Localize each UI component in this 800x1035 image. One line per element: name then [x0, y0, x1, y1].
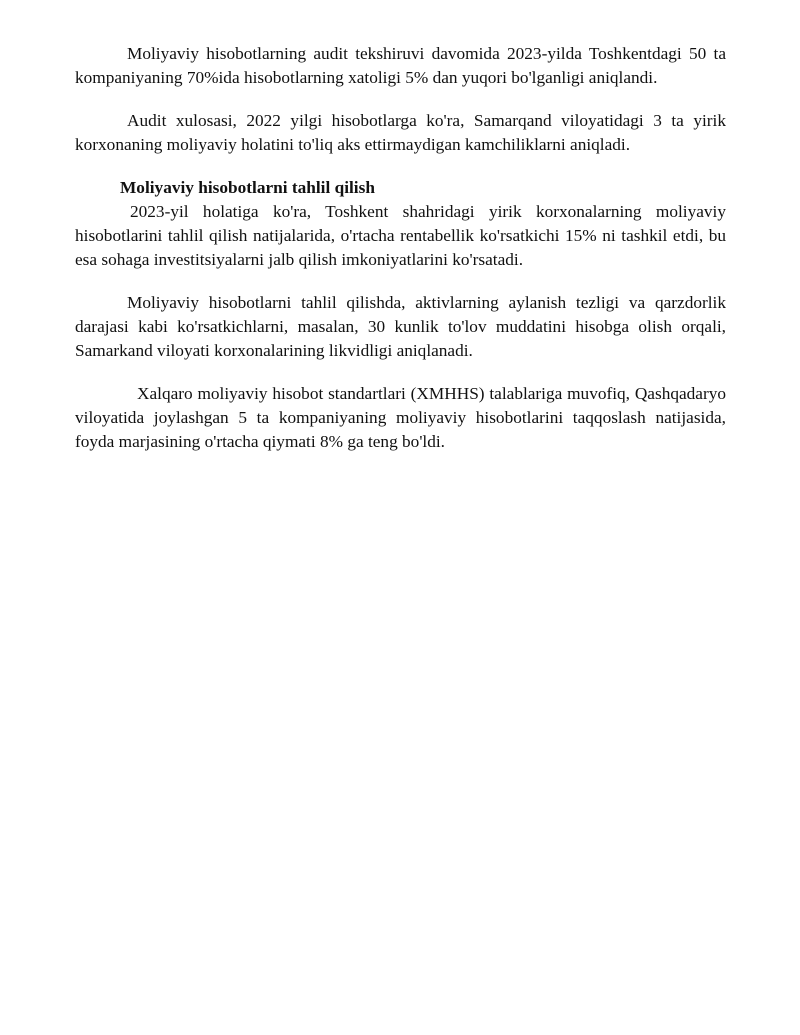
paragraph-liquidity: Moliyaviy hisobotlarni tahlil qilishda, aktivlarning aylanish tezligi va qarzdorlik darajasi kabi ko'rsatkichlarni, masalan, 30 kunlik to'lov muddatini hisobga olish orqali, Samarkand viloyati korxonalarining likvidligi aniqlanadi.: [75, 293, 726, 360]
document-page: [75, 42, 726, 473]
paragraph-ifrs-comparison: Xalqaro moliyaviy hisobot standartlari (XMHHS) talablariga muvofiq, Qashqadaryo viloyatida joylashgan 5 ta kompaniyaning moliyaviy hisobotlarini taqqoslash natijasida, foyda marjasining o'rtacha qiymati 8% ga teng bo'ldi.: [75, 384, 726, 451]
paragraph-audit-errors: Moliyaviy hisobotlarning audit tekshiruvi davomida 2023-yilda Toshkentdagi 50 ta kompaniyaning 70%ida hisobotlarning xatoligi 5% dan yuqori bo'lganligi aniqlandi.: [75, 44, 726, 87]
paragraph-profitability: 2023-yil holatiga ko'ra, Toshkent shahridagi yirik korxonalarning moliyaviy hisobotlarini tahlil qilish natijalarida, o'rtacha rentabellik ko'rsatkichi 15% ni tashkil etdi, bu esa sohaga investitsiyalarni jalb qilish imkoniyatlarini ko'rsatadi.: [75, 202, 726, 269]
paragraph-audit-conclusion: Audit xulosasi, 2022 yilgi hisobotlarga ko'ra, Samarqand viloyatidagi 3 ta yirik korxonaning moliyaviy holatini to'liq aks ettirmaydigan kamchiliklarni aniqladi.: [75, 111, 726, 154]
section-heading: Moliyaviy hisobotlarni tahlil qilish: [120, 178, 375, 197]
